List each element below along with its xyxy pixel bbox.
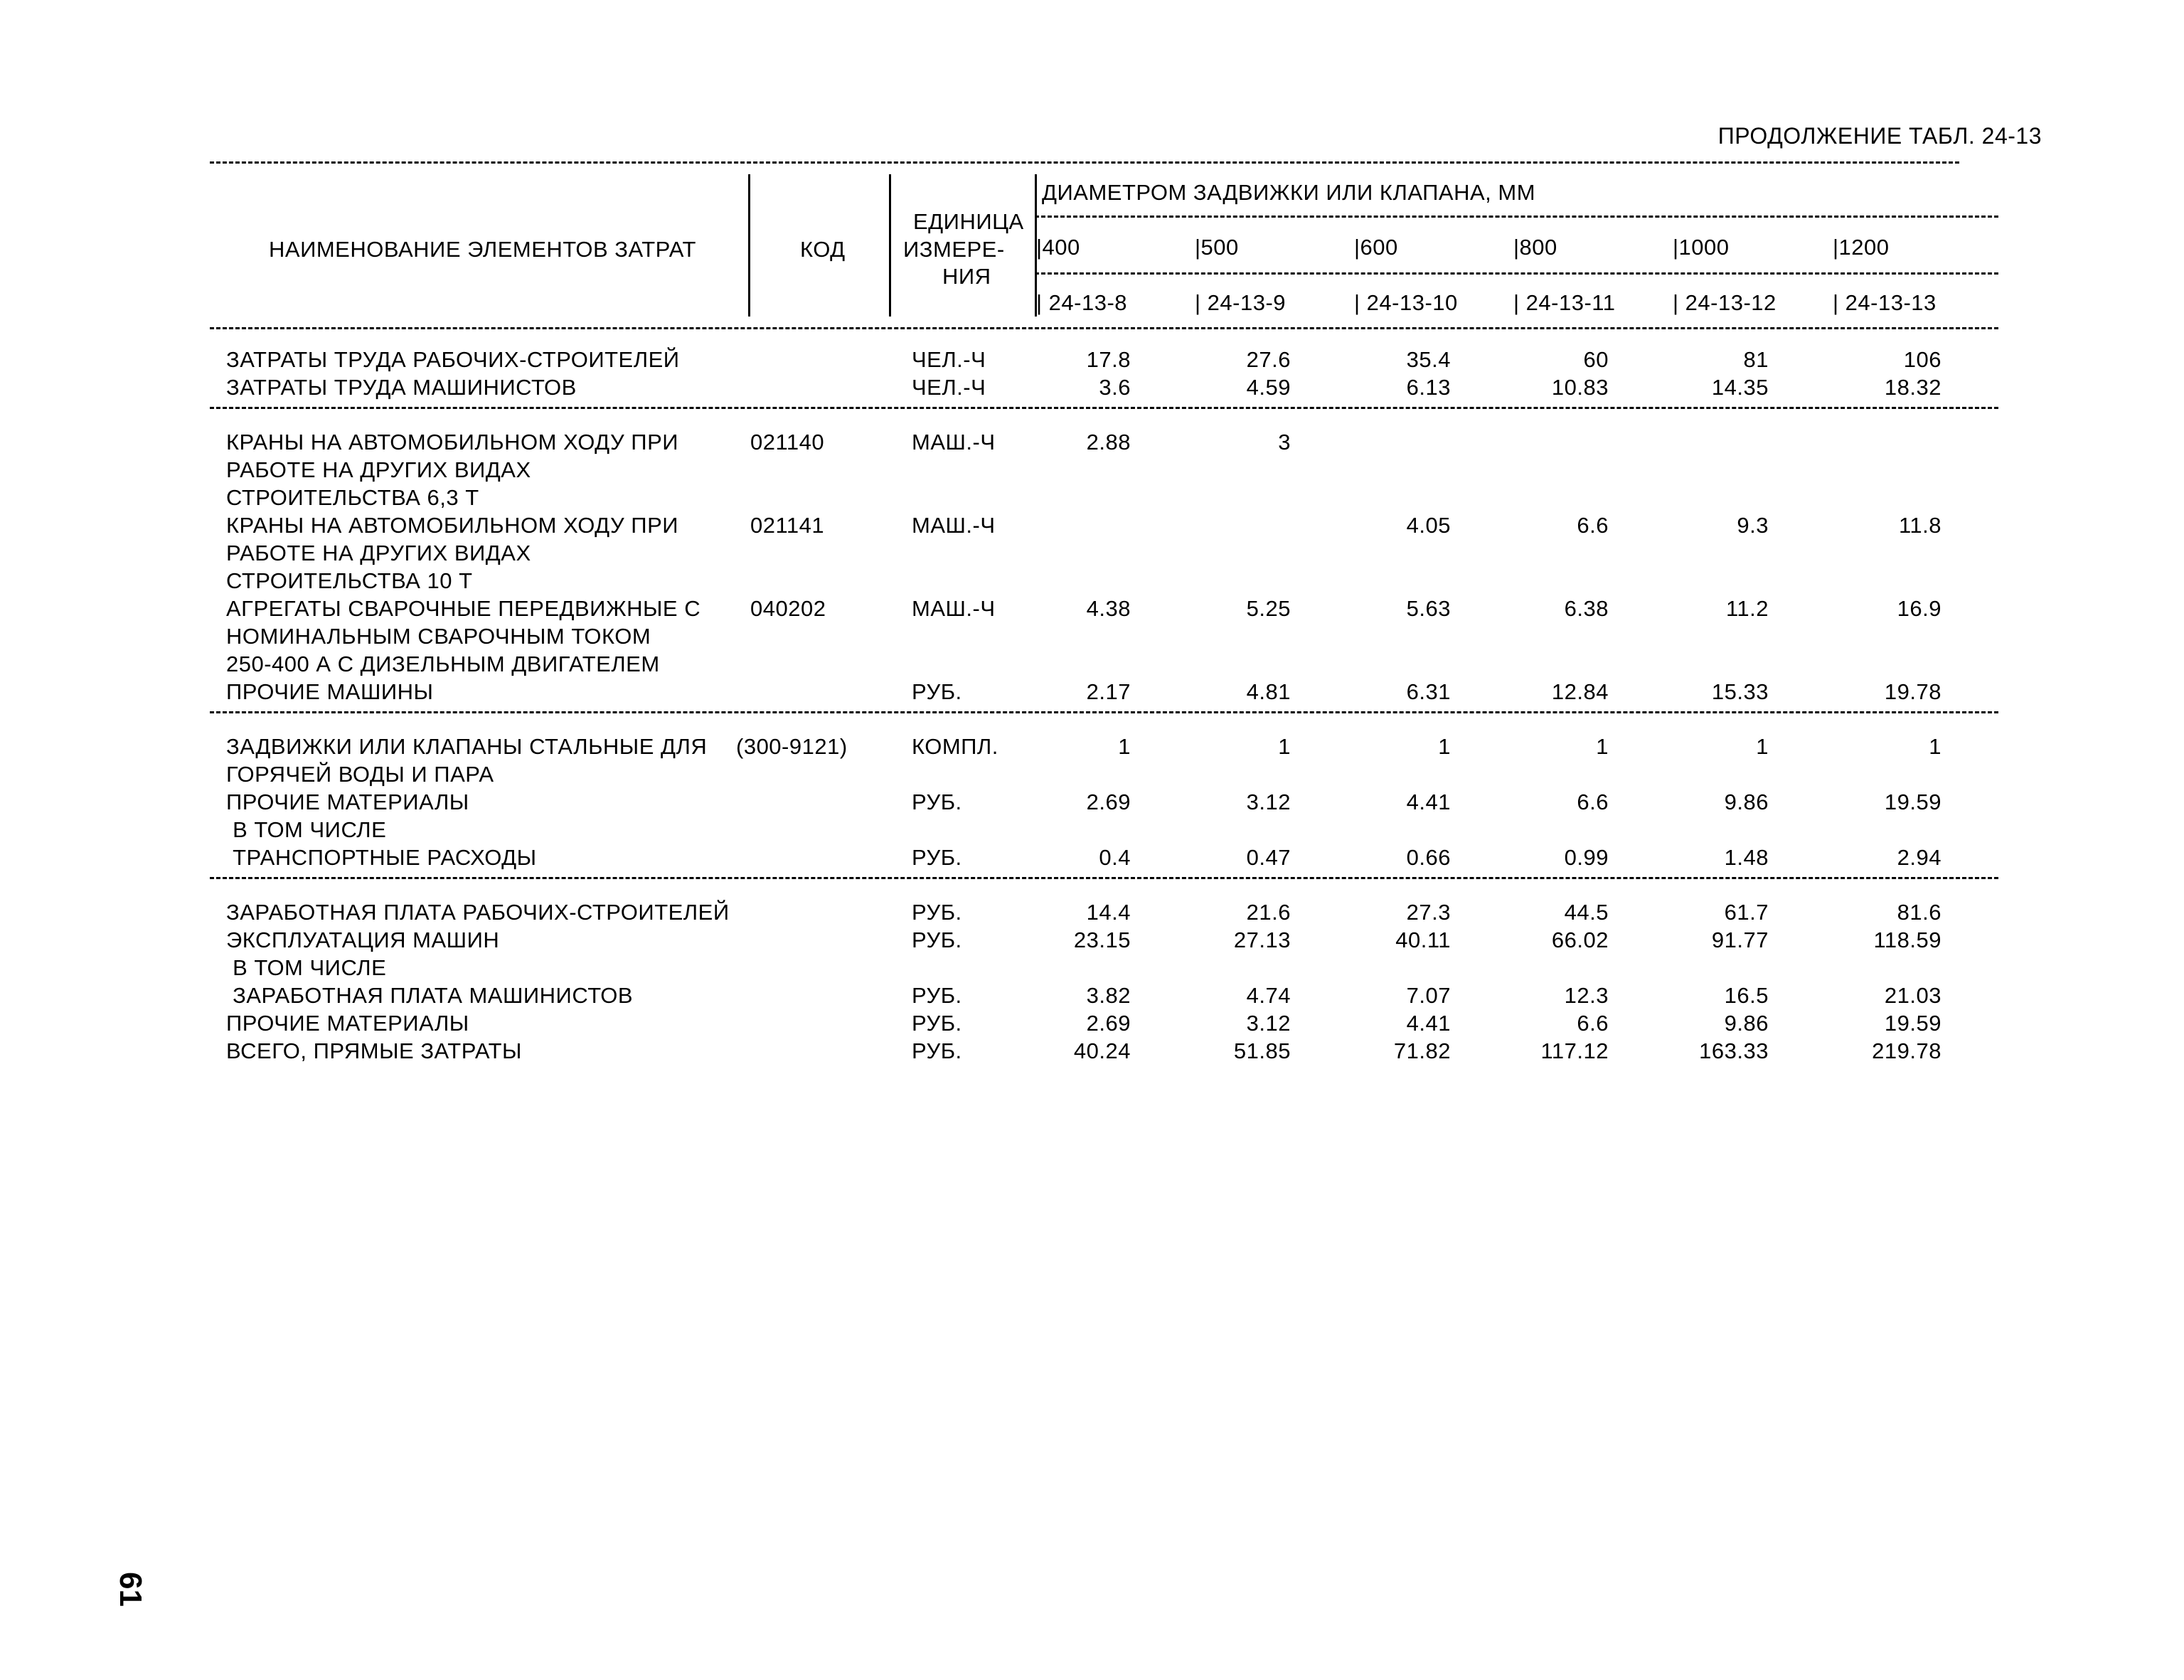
header-divider-code [889, 174, 891, 317]
row-value: 60 [1583, 347, 1609, 372]
row-unit: РУБ. [912, 679, 962, 704]
row-name-line: ПРОЧИЕ МАТЕРИАЛЫ [226, 1011, 469, 1036]
row-name-line: В ТОМ ЧИСЛЕ [226, 955, 387, 980]
row-name-line: РАБОТЕ НА ДРУГИХ ВИДАХ [226, 541, 531, 565]
diameter-header-cell: |600 [1354, 235, 1398, 260]
header-group-title: ДИАМЕТРОМ ЗАДВИЖКИ ИЛИ КЛАПАНА, ММ [1042, 180, 1536, 205]
row-value: 1 [1278, 734, 1291, 759]
row-value: 5.25 [1246, 596, 1291, 621]
row-value: 9.86 [1724, 790, 1769, 814]
row-value: 21.6 [1246, 900, 1291, 925]
row-value: 19.59 [1884, 790, 1941, 814]
row-value: 4.41 [1406, 1011, 1451, 1036]
header-unit-line-3: НИЯ [942, 264, 991, 289]
row-name-line: ВСЕГО, ПРЯМЫЕ ЗАТРАТЫ [226, 1038, 522, 1063]
row-name-line: ЗАТРАТЫ ТРУДА МАШИНИСТОВ [226, 375, 577, 400]
row-value: 2.88 [1086, 430, 1131, 454]
row-value: 18.32 [1884, 375, 1941, 400]
code-header-cell: | 24-13-8 [1036, 290, 1128, 315]
row-name-line: КРАНЫ НА АВТОМОБИЛЬНОМ ХОДУ ПРИ [226, 430, 679, 454]
row-value: 19.78 [1884, 679, 1941, 704]
row-value: 2.94 [1897, 845, 1941, 870]
diameter-header-cell: |1200 [1833, 235, 1890, 260]
row-value: 35.4 [1406, 347, 1451, 372]
row-name-line: АГРЕГАТЫ СВАРОЧНЫЕ ПЕРЕДВИЖНЫЕ С [226, 596, 701, 621]
row-unit: РУБ. [912, 983, 962, 1008]
row-value: 118.59 [1873, 927, 1941, 952]
row-value: 2.17 [1086, 679, 1131, 704]
row-value: 4.74 [1246, 983, 1291, 1008]
row-code: 040202 [750, 596, 826, 621]
row-unit: РУБ. [912, 900, 962, 925]
row-name-line: ЭКСПЛУАТАЦИЯ МАШИН [226, 927, 500, 952]
row-name-line: ПРОЧИЕ МАТЕРИАЛЫ [226, 790, 469, 814]
row-value: 14.4 [1086, 900, 1131, 925]
row-code: 021140 [750, 430, 825, 454]
header-sub-rule-1 [1035, 216, 1998, 218]
row-value: 14.35 [1711, 375, 1769, 400]
row-unit: ЧЕЛ.-Ч [912, 347, 986, 372]
row-value: 117.12 [1540, 1038, 1609, 1063]
row-value: 81.6 [1897, 900, 1941, 925]
continuation-label: ПРОДОЛЖЕНИЕ ТАБЛ. 24-13 [1717, 123, 2042, 149]
row-value: 6.13 [1406, 375, 1451, 400]
row-value: 23.15 [1073, 927, 1131, 952]
code-header-cell: | 24-13-13 [1833, 290, 1937, 315]
row-value: 3.12 [1246, 1011, 1291, 1036]
row-value: 9.86 [1724, 1011, 1769, 1036]
row-value: 163.33 [1699, 1038, 1769, 1063]
row-value: 40.11 [1395, 927, 1451, 952]
row-name-line: РАБОТЕ НА ДРУГИХ ВИДАХ [226, 457, 531, 482]
row-unit: РУБ. [912, 790, 962, 814]
row-name-line: ЗАДВИЖКИ ИЛИ КЛАПАНЫ СТАЛЬНЫЕ ДЛЯ [226, 734, 708, 759]
diameter-header-cell: |400 [1036, 235, 1080, 260]
row-value: 19.59 [1884, 1011, 1941, 1036]
row-value: 4.05 [1406, 513, 1451, 538]
row-value: 1 [1756, 734, 1769, 759]
row-name-line: СТРОИТЕЛЬСТВА 10 Т [226, 568, 473, 593]
row-value: 10.83 [1551, 375, 1609, 400]
row-value: 0.4 [1099, 845, 1131, 870]
section-rule [210, 407, 1998, 409]
row-name-line: ГОРЯЧЕЙ ВОДЫ И ПАРА [226, 762, 494, 787]
diameter-header-cell: |800 [1513, 235, 1557, 260]
row-value: 0.47 [1246, 845, 1291, 870]
row-value: 9.3 [1737, 513, 1769, 538]
diameter-header-cell: |1000 [1673, 235, 1730, 260]
row-code: (300-9121) [736, 734, 848, 759]
row-value: 1 [1596, 734, 1609, 759]
row-value: 4.81 [1246, 679, 1291, 704]
row-value: 1 [1118, 734, 1131, 759]
row-value: 91.77 [1711, 927, 1769, 952]
row-code: 021141 [750, 513, 825, 538]
row-value: 0.99 [1564, 845, 1609, 870]
row-value: 0.66 [1406, 845, 1451, 870]
row-value: 6.6 [1577, 1011, 1609, 1036]
header-sub-rule-2 [1035, 272, 1998, 275]
code-header-cell: | 24-13-11 [1513, 290, 1616, 315]
row-value: 7.07 [1406, 983, 1451, 1008]
row-value: 11.2 [1725, 596, 1769, 621]
row-value: 12.3 [1564, 983, 1609, 1008]
row-value: 6.31 [1406, 679, 1451, 704]
header-bottom-rule [210, 327, 1998, 329]
row-value: 6.38 [1564, 596, 1609, 621]
row-value: 51.85 [1233, 1038, 1291, 1063]
row-unit: РУБ. [912, 927, 962, 952]
row-value: 6.6 [1577, 513, 1609, 538]
header-unit-line-1: ЕДИНИЦА [913, 209, 1024, 234]
row-value: 1 [1929, 734, 1941, 759]
header-code-col: КОД [800, 237, 846, 262]
row-value: 3 [1278, 430, 1291, 454]
header-top-rule [210, 161, 1959, 164]
row-name-line: НОМИНАЛЬНЫМ СВАРОЧНЫМ ТОКОМ [226, 624, 651, 649]
row-name-line: ЗАРАБОТНАЯ ПЛАТА МАШИНИСТОВ [226, 983, 634, 1008]
section-rule [210, 711, 1998, 713]
code-header-cell: | 24-13-9 [1195, 290, 1287, 315]
section-rule [210, 877, 1998, 879]
code-header-cell: | 24-13-10 [1354, 290, 1458, 315]
row-name-line: КРАНЫ НА АВТОМОБИЛЬНОМ ХОДУ ПРИ [226, 513, 679, 538]
code-header-cell: | 24-13-12 [1673, 290, 1777, 315]
row-name-line: ЗАТРАТЫ ТРУДА РАБОЧИХ-СТРОИТЕЛЕЙ [226, 347, 680, 372]
row-name-line: ПРОЧИЕ МАШИНЫ [226, 679, 434, 704]
row-unit: МАШ.-Ч [912, 596, 996, 621]
row-value: 5.63 [1406, 596, 1451, 621]
row-value: 4.38 [1086, 596, 1131, 621]
page-number: 61 [113, 1572, 148, 1607]
row-unit: РУБ. [912, 1038, 962, 1063]
row-value: 16.9 [1897, 596, 1941, 621]
row-name-line: ТРАНСПОРТНЫЕ РАСХОДЫ [226, 845, 537, 870]
row-value: 71.82 [1393, 1038, 1451, 1063]
row-value: 16.5 [1724, 983, 1769, 1008]
row-value: 17.8 [1086, 347, 1131, 372]
row-value: 2.69 [1086, 1011, 1131, 1036]
row-value: 21.03 [1884, 983, 1941, 1008]
row-value: 27.6 [1246, 347, 1291, 372]
row-name-line: В ТОМ ЧИСЛЕ [226, 817, 387, 842]
row-value: 3.6 [1099, 375, 1131, 400]
row-value: 44.5 [1564, 900, 1609, 925]
row-name-line: 250-400 А С ДИЗЕЛЬНЫМ ДВИГАТЕЛЕМ [226, 652, 660, 676]
row-unit: МАШ.-Ч [912, 430, 996, 454]
row-value: 2.69 [1086, 790, 1131, 814]
row-value: 106 [1903, 347, 1941, 372]
row-value: 4.59 [1246, 375, 1291, 400]
row-value: 3.82 [1086, 983, 1131, 1008]
row-value: 6.6 [1577, 790, 1609, 814]
diameter-header-cell: |500 [1195, 235, 1239, 260]
row-unit: МАШ.-Ч [912, 513, 996, 538]
row-value: 3.12 [1246, 790, 1291, 814]
row-value: 12.84 [1551, 679, 1609, 704]
row-name-line: СТРОИТЕЛЬСТВА 6,3 Т [226, 485, 479, 510]
row-value: 66.02 [1551, 927, 1609, 952]
row-value: 15.33 [1711, 679, 1769, 704]
row-unit: ЧЕЛ.-Ч [912, 375, 986, 400]
row-unit: КОМПЛ. [912, 734, 998, 759]
row-unit: РУБ. [912, 845, 962, 870]
row-value: 61.7 [1724, 900, 1769, 925]
row-value: 219.78 [1872, 1038, 1941, 1063]
row-value: 27.3 [1406, 900, 1451, 925]
row-unit: РУБ. [912, 1011, 962, 1036]
row-value: 1 [1438, 734, 1451, 759]
row-value: 27.13 [1233, 927, 1291, 952]
row-value: 11.8 [1898, 513, 1941, 538]
row-value: 40.24 [1073, 1038, 1131, 1063]
header-divider-name [748, 174, 750, 317]
header-name-col: НАИМЕНОВАНИЕ ЭЛЕМЕНТОВ ЗАТРАТ [269, 237, 696, 262]
row-name-line: ЗАРАБОТНАЯ ПЛАТА РАБОЧИХ-СТРОИТЕЛЕЙ [226, 900, 730, 925]
row-value: 81 [1743, 347, 1769, 372]
row-value: 4.41 [1406, 790, 1451, 814]
header-unit-line-2: ИЗМЕРЕ- [903, 237, 1005, 262]
row-value: 1.48 [1724, 845, 1769, 870]
